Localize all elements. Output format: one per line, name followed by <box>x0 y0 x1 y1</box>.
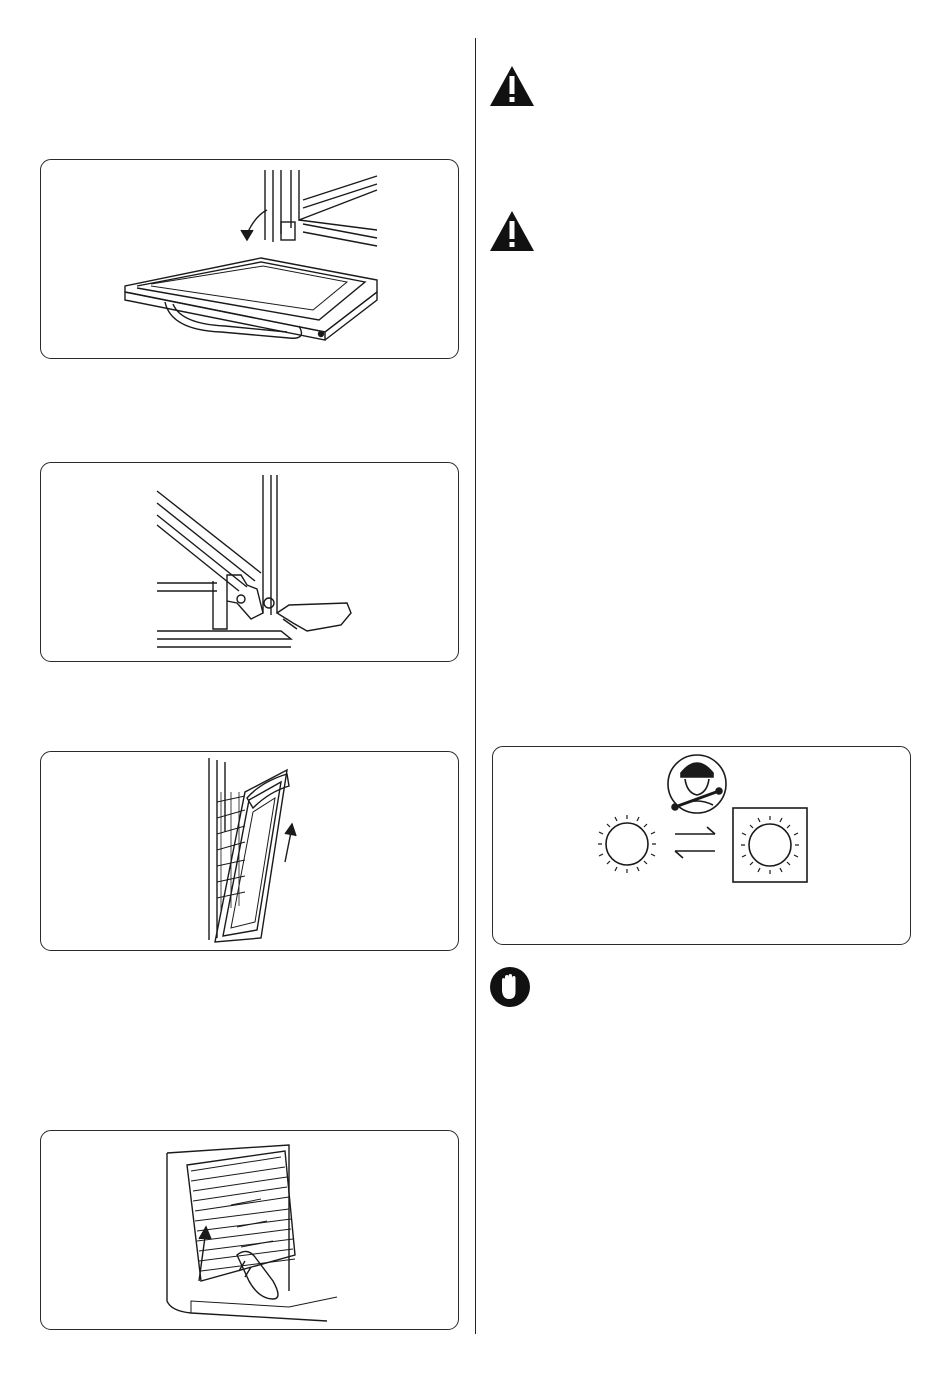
column-divider <box>475 38 476 1334</box>
door-lift-illustration <box>40 751 459 951</box>
open-oven-door-illustration <box>40 159 459 359</box>
lamp-replacement-panel <box>492 746 911 945</box>
exchange-arrows-icon <box>675 827 715 858</box>
service-technician-icon <box>668 755 726 813</box>
warning-triangle-icon <box>488 64 536 113</box>
side-rack-illustration <box>40 1130 459 1330</box>
warning-triangle-icon <box>488 209 536 258</box>
lamp-square-icon <box>733 808 807 882</box>
stop-hand-icon <box>489 966 531 1013</box>
door-hinge-illustration <box>40 462 459 662</box>
lamp-round-icon <box>598 815 656 873</box>
